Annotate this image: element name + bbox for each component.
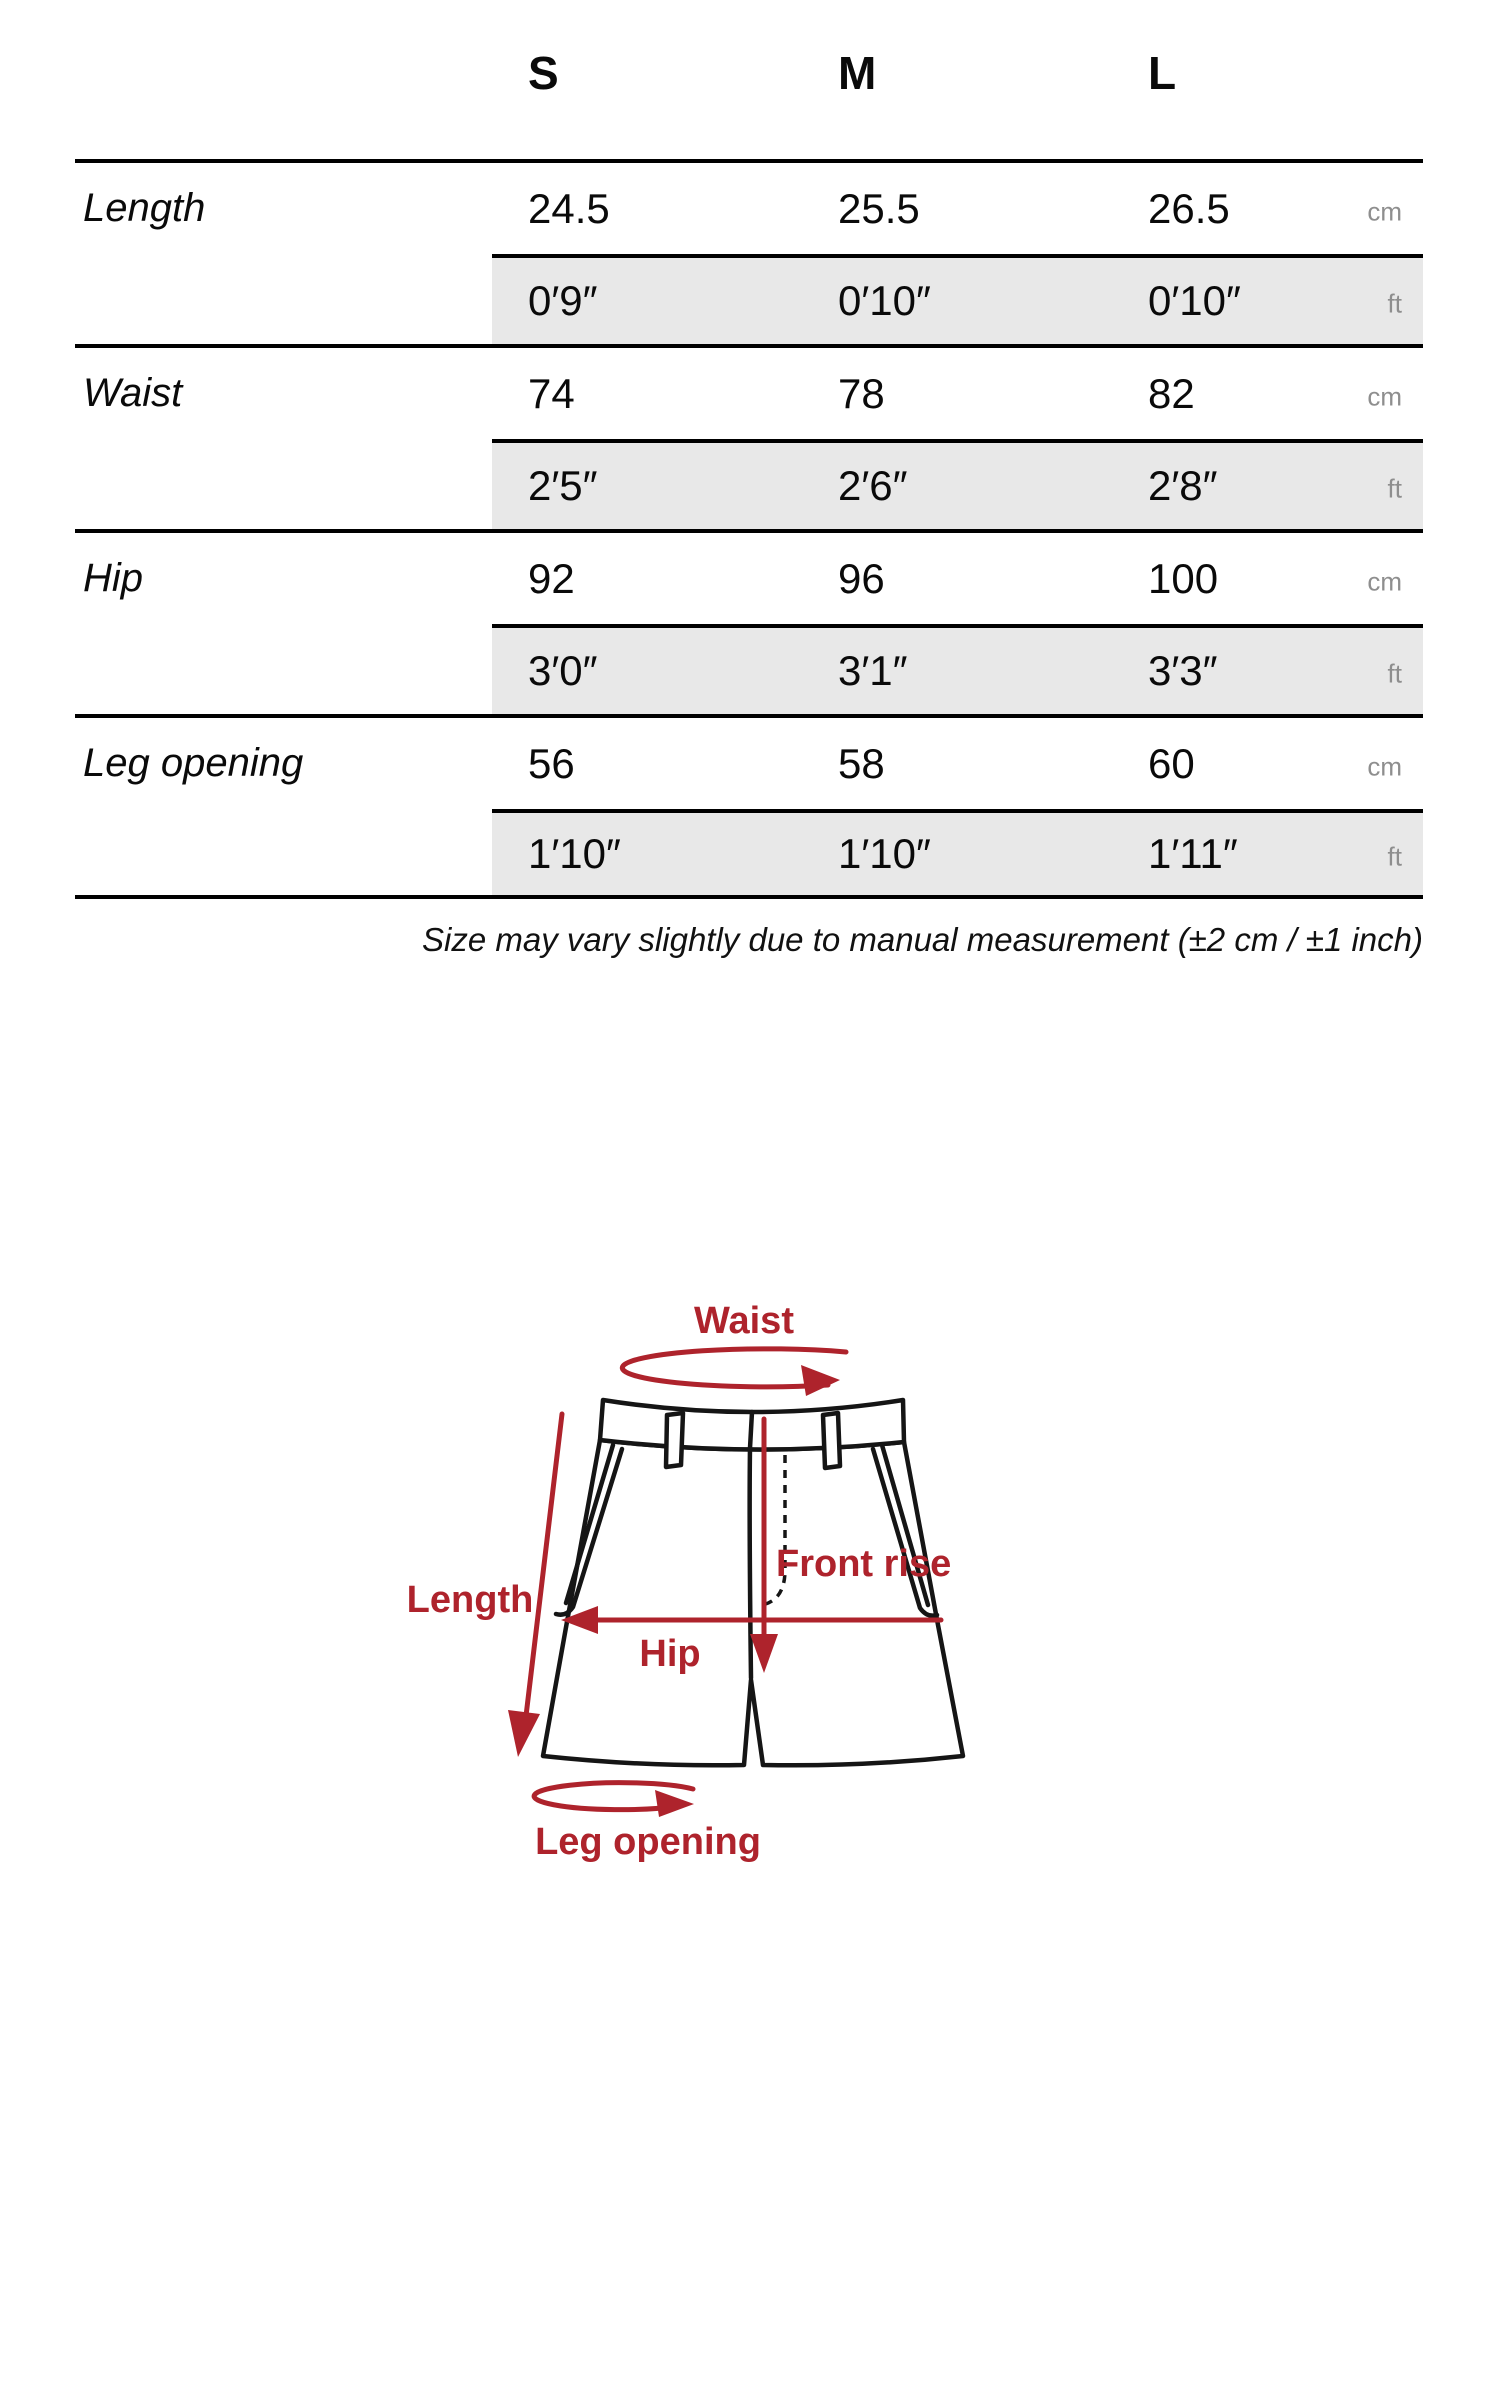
table-row-length-cm (75, 159, 1423, 254)
empty-label-cell (75, 254, 492, 344)
unit-label-cm: cm (1367, 566, 1402, 597)
measurement-group-length (75, 159, 1423, 344)
right-belt-loop (823, 1413, 840, 1468)
column-header-s: S (528, 47, 559, 99)
cell-hip-m-cm: 96 (838, 554, 885, 602)
header-spacer (75, 40, 492, 159)
table-row-leg-opening-ft (75, 809, 1423, 899)
table-row-hip-ft (75, 624, 1423, 714)
cell-length-s-cm: 24.5 (528, 184, 610, 232)
column-header-m: M (838, 47, 877, 99)
cell-leg-s-cm: 56 (528, 739, 575, 787)
fly-center-seam (750, 1448, 751, 1678)
unit-label-ft: ft (1387, 841, 1402, 872)
cell-hip-s-ft: 3′0″ (528, 647, 598, 694)
left-belt-loop (666, 1413, 683, 1467)
diagram-label-length: Length (406, 1579, 534, 1621)
table-row-leg-opening-cm (75, 714, 1423, 809)
waist-arrowhead-icon (801, 1365, 840, 1396)
empty-label-cell (75, 624, 492, 714)
measurement-group-hip (75, 529, 1423, 714)
cell-length-l-cm: 26.5 (1148, 184, 1230, 232)
cell-waist-m-ft: 2′6″ (838, 462, 908, 509)
cell-hip-s-cm: 92 (528, 554, 575, 602)
diagram-label-leg-opening: Leg opening (535, 1821, 761, 1863)
cell-leg-m-cm: 58 (838, 739, 885, 787)
unit-label-cm: cm (1367, 196, 1402, 227)
cell-waist-l-ft: 2′8″ (1148, 462, 1218, 509)
length-arrowhead-icon (508, 1710, 540, 1757)
cell-leg-s-ft: 1′10″ (528, 830, 621, 877)
unit-label-ft: ft (1387, 658, 1402, 689)
cell-hip-l-ft: 3′3″ (1148, 647, 1218, 694)
table-row-waist-cm (75, 344, 1423, 439)
cell-waist-s-ft: 2′5″ (528, 462, 598, 509)
diagram-label-hip: Hip (639, 1633, 701, 1675)
table-row-hip-cm (75, 529, 1423, 624)
measurement-group-leg-opening (75, 714, 1423, 899)
size-chart (75, 40, 1423, 959)
cell-leg-m-ft: 1′10″ (838, 830, 931, 877)
unit-label-cm: cm (1367, 381, 1402, 412)
cell-waist-s-cm: 74 (528, 369, 575, 417)
size-chart-header-row (75, 40, 1423, 159)
table-row-length-ft (75, 254, 1423, 344)
cell-length-m-cm: 25.5 (838, 184, 920, 232)
empty-label-cell (75, 809, 492, 899)
row-label-leg-opening: Leg opening (83, 741, 304, 785)
shorts-body-outline (543, 1440, 963, 1765)
unit-label-cm: cm (1367, 751, 1402, 782)
cell-hip-l-cm: 100 (1148, 554, 1219, 602)
unit-label-ft: ft (1387, 288, 1402, 319)
fly-notch (750, 1412, 752, 1448)
diagram-label-waist: Waist (694, 1300, 794, 1342)
leg-opening-arrowhead-icon (655, 1790, 694, 1817)
cell-leg-l-cm: 60 (1148, 739, 1195, 787)
cell-waist-l-cm: 82 (1148, 369, 1195, 417)
cell-hip-m-ft: 3′1″ (838, 647, 908, 694)
row-label-waist: Waist (83, 371, 183, 415)
cell-length-l-ft: 0′10″ (1148, 277, 1241, 324)
shorts-measurement-diagram (350, 1280, 1050, 1930)
measurement-group-waist (75, 344, 1423, 529)
diagram-label-front-rise: Front rise (776, 1543, 952, 1585)
row-label-hip: Hip (83, 556, 144, 600)
unit-label-ft: ft (1387, 473, 1402, 504)
empty-label-cell (75, 439, 492, 529)
cell-length-m-ft: 0′10″ (838, 277, 931, 324)
column-header-l: L (1148, 47, 1177, 99)
cell-leg-l-ft: 1′11″ (1148, 830, 1238, 877)
measurement-disclaimer: Size may vary slightly due to manual measurement (±2 cm / ±1 inch) (422, 921, 1423, 958)
cell-waist-m-cm: 78 (838, 369, 885, 417)
table-row-waist-ft (75, 439, 1423, 529)
cell-length-s-ft: 0′9″ (528, 277, 598, 324)
row-label-length: Length (83, 186, 206, 230)
